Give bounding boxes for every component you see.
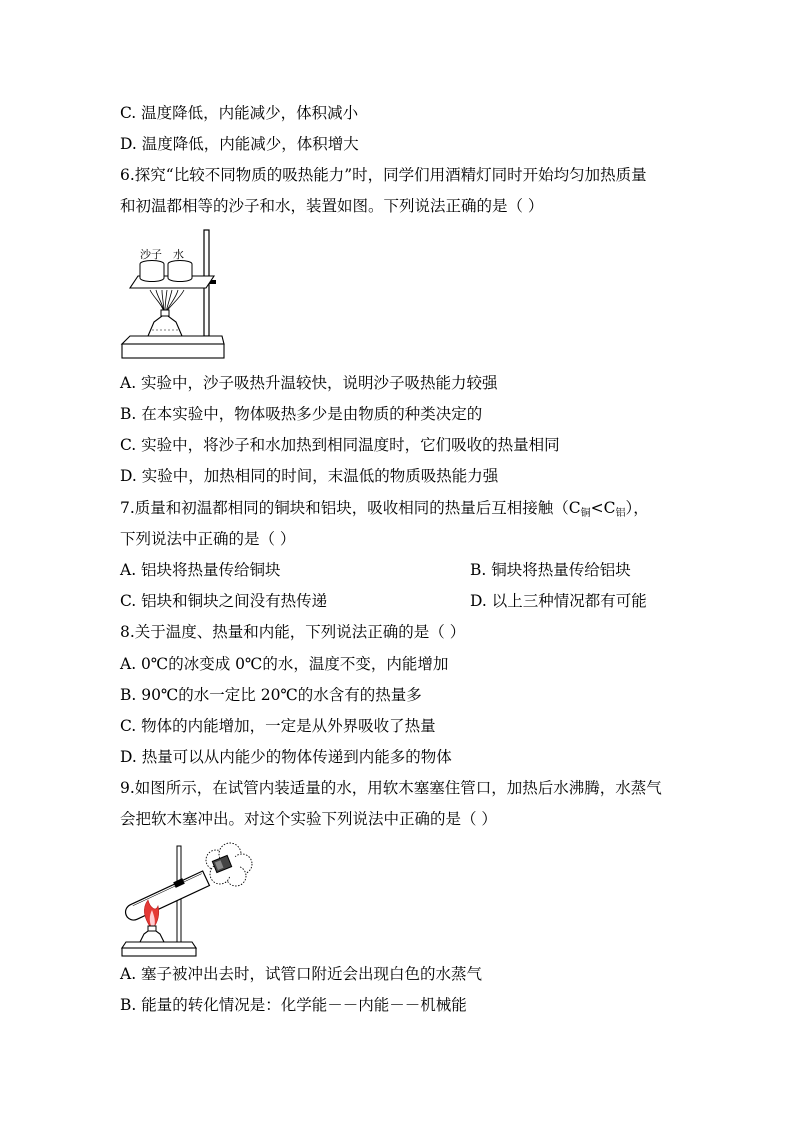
- q8-option-d: D. 热量可以从内能少的物体传递到内能多的物体: [120, 748, 452, 766]
- q6-option-d: D. 实验中，加热相同的时间，末温低的物质吸热能力强: [120, 467, 499, 485]
- sand-water-heating-apparatus-figure: [118, 226, 230, 364]
- q9-stem-line2: 会把软木塞冲出。对这个实验下列说法中正确的是（ ）: [120, 810, 497, 828]
- q8-option-c: C. 物体的内能增加，一定是从外界吸收了热量: [120, 717, 436, 735]
- stand-base: [122, 948, 196, 956]
- alcohol-lamp: [148, 316, 182, 336]
- q5-option-c: C. 温度降低，内能减少，体积减小: [120, 104, 359, 122]
- q9-option-b: B. 能量的转化情况是：化学能－－内能－－机械能: [120, 996, 467, 1014]
- q7-sub-aluminum: 铝: [615, 508, 626, 519]
- q7-option-d: D. 以上三种情况都有可能: [470, 592, 647, 610]
- q6-stem-line2: 和初温都相等的沙子和水，装置如图。下列说法正确的是（ ）: [120, 197, 544, 215]
- label-water: 水: [173, 248, 184, 261]
- label-sand: 沙子: [140, 248, 162, 261]
- q7-stem-line1: [120, 498, 649, 524]
- sand-beaker: [140, 264, 164, 282]
- q6-option-a: A. 实验中，沙子吸热升温较快，说明沙子吸热能力较强: [120, 374, 498, 392]
- q7-option-b: B. 铜块将热量传给铝块: [470, 561, 631, 579]
- stand-base: [122, 344, 224, 358]
- q7-stem-pre: 7.质量和初温都相同的铜块和铝块，吸收相同的热量后互相接触（C: [120, 499, 581, 517]
- q8-option-b: B. 90℃的水一定比 20℃的水含有的热量多: [120, 686, 422, 704]
- q9-option-a: A. 塞子被冲出去时，试管口附近会出现白色的水蒸气: [120, 965, 483, 983]
- q7-option-c: C. 铝块和铜块之间没有热传递: [120, 592, 328, 610]
- q6-option-c: C. 实验中，将沙子和水加热到相同温度时，它们吸收的热量相同: [120, 436, 560, 454]
- q8-stem: 8.关于温度、热量和内能，下列说法正确的是（ ）: [120, 623, 466, 641]
- q7-lt: <C: [590, 499, 616, 517]
- water-beaker: [168, 264, 192, 282]
- alcohol-lamp: [140, 931, 164, 942]
- test-tube: [123, 871, 210, 923]
- q6-stem-line1: 6.探究“比较不同物质的吸热能力”时，同学们用酒精灯同时开始均匀加热质量: [120, 166, 647, 184]
- q5-option-d: D. 温度降低，内能减少，体积增大: [120, 135, 359, 153]
- q8-option-a: A. 0℃的冰变成 0℃的水，温度不变，内能增加: [120, 655, 449, 673]
- lamp-flames: [150, 290, 184, 312]
- stand-base-top: [122, 942, 196, 948]
- q7-stem-line2: 下列说法中正确的是（ ）: [120, 530, 296, 548]
- q7-option-a: A. 铝块将热量传给铜块: [120, 561, 281, 579]
- q7-sub-copper: 铜: [580, 508, 591, 519]
- stand-base-top: [122, 336, 224, 344]
- q6-option-b: B. 在本实验中，物体吸热多少是由物质的种类决定的: [120, 405, 483, 423]
- q7-stem-post: ），: [625, 499, 649, 517]
- q9-stem-line1: 9.如图所示，在试管内装适量的水，用软木塞塞住管口，加热后水沸腾，水蒸气: [120, 779, 662, 797]
- test-tube-cork-figure: [118, 838, 258, 958]
- lamp-neck: [161, 310, 169, 316]
